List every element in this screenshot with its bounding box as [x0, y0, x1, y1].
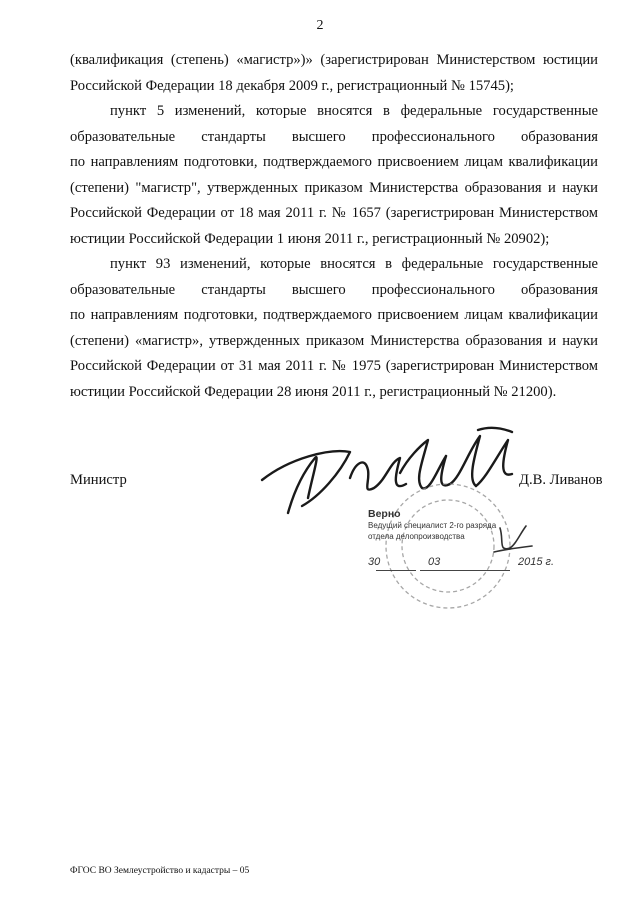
text-line: Российской Федерации от 18 мая 2011 г. № 1657 (зарегистрирован Министерством [70, 205, 598, 221]
document-body [70, 48, 598, 405]
certification-block [368, 508, 496, 542]
paragraph-1 [70, 48, 598, 99]
paragraph-3 [70, 252, 598, 405]
signatory-title: Министр [70, 472, 127, 488]
text-line: Российской Федерации 18 декабря 2009 г., регистрационный № 15745); [70, 77, 514, 94]
text-line: образовательные стандарты высшего профессионального образования [70, 281, 598, 298]
text-line: пункт 93 изменений, которые вносятся в федеральные государственные [110, 256, 598, 272]
text-line: юстиции Российской Федерации 1 июня 2011 г., регистрационный № 20902); [70, 230, 550, 247]
text-line: (степени) "магистр", утвержденных приказом Министерства образования и науки [70, 179, 598, 196]
certifier-department: отдела делопроизводства [368, 532, 465, 541]
text-line: по направлениям подготовки, подтверждаемого присвоением лицам квалификации [70, 154, 598, 170]
text-line: Российской Федерации от 31 мая 2011 г. № 1975 (зарегистрирован Министерством [70, 358, 598, 374]
text-line: по направлениям подготовки, подтверждаемого присвоением лицам квалификации [70, 307, 598, 323]
signatory-name: Д.В. Ливанов [519, 472, 603, 488]
paragraph-2 [70, 99, 598, 252]
date-day: 30 [368, 556, 381, 568]
official-seal-stamp [376, 468, 536, 618]
certification-date [368, 556, 608, 572]
date-year: 2015 г. [518, 556, 555, 568]
document-footer: ФГОС ВО Землеустройство и кадастры – 05 [70, 866, 250, 876]
text-line: юстиции Российской Федерации 28 июня 2011 г., регистрационный № 21200). [70, 383, 557, 400]
page-number: 2 [316, 18, 324, 33]
text-line: пункт 5 изменений, которые вносятся в федеральные государственные [110, 103, 598, 119]
date-underline [420, 570, 510, 571]
certifier-position: Ведущий специалист 2-го разряда [368, 521, 497, 530]
text-line: образовательные стандарты высшего профессионального образования [70, 128, 598, 145]
text-line: (степени) «магистр», утвержденных приказом Министерства образования и науки [70, 332, 598, 349]
date-month: 03 [428, 556, 441, 568]
text-line: (квалификация (степень) «магистр»)» (зарегистрирован Министерством юстиции [70, 52, 598, 68]
date-underline [376, 570, 416, 571]
verno-label: Верно [368, 508, 401, 520]
